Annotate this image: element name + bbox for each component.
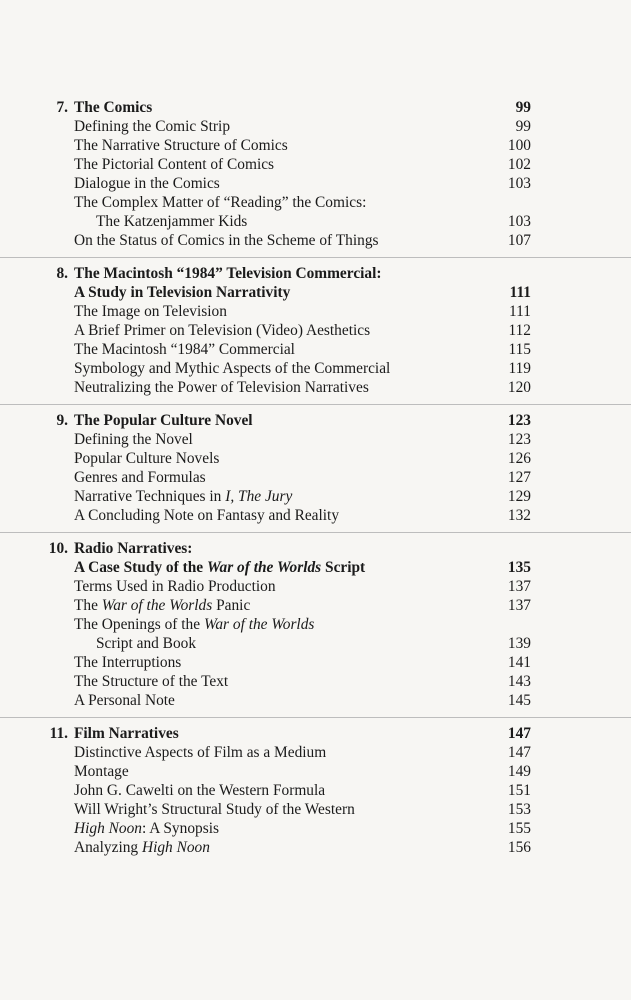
entry-title-text: Film Narratives [74,725,179,742]
entry-title [74,615,314,634]
page-number: 135 [507,559,531,576]
entry-title-text: Defining the Comic Strip [74,118,231,135]
chapter-title-line [0,264,631,283]
entry-title [74,672,228,691]
chapter-number: 8. [56,265,68,282]
entry-title [74,724,179,743]
entry-title-text: Popular Culture Novels [74,450,220,467]
page-number: 111 [509,284,531,301]
page-number: 127 [507,469,531,486]
entry-title-text: The Comics [74,99,153,116]
toc-entry [0,596,631,615]
entry-title [74,321,370,340]
page-number: 143 [507,673,531,690]
entry-title-italic: War of the Worlds [101,597,213,614]
entry-title-text: The Complex Matter of “Reading” the Comics: [74,194,367,211]
page-number: 132 [507,507,531,524]
entry-title-text: The Structure of the Text [74,673,229,690]
entry-title-text: A Brief Primer on Television (Video) Aesthetics [74,322,371,339]
entry-title-italic: High Noon [74,820,142,837]
entry-title [74,302,227,321]
toc-entry [0,449,631,468]
entry-title-text: A Personal Note [74,692,175,709]
page-number: 153 [507,801,531,818]
chapter-number: 11. [49,725,68,742]
toc-entry [0,136,631,155]
page-number: 129 [507,488,531,505]
toc-entry [0,800,631,819]
toc-chapter [0,717,631,857]
entry-title-text: A Concluding Note on Fantasy and Reality [74,507,340,524]
toc-entry [0,117,631,136]
entry-title-text: On the Status of Comics in the Scheme of Things [74,232,379,249]
entry-title [74,691,175,710]
entry-title-text: Montage [74,763,129,780]
page-number: 103 [507,213,531,230]
entry-title-text: Script and Book [96,635,197,652]
toc-entry [0,762,631,781]
toc-entry [0,487,631,506]
entry-title [74,781,325,800]
toc-entry [0,653,631,672]
toc-chapter [0,532,631,710]
entry-title-text: Dialogue in the Comics [74,175,220,192]
page-number: 103 [507,175,531,192]
entry-title [74,231,379,250]
entry-title [74,193,366,212]
toc-entry [0,155,631,174]
entry-title [74,155,274,174]
chapter-title-line [0,411,631,430]
page-number: 155 [507,820,531,837]
entry-title [74,743,326,762]
entry-title [74,283,290,302]
entry-title [96,634,196,653]
entry-title-text: The Katzenjammer Kids [96,213,248,230]
entry-title-text: The Openings of the [74,616,204,633]
chapter-title-line [0,724,631,743]
entry-title [74,487,292,506]
toc-chapter [0,257,631,397]
chapter-number: 10. [48,540,68,557]
page-number: 126 [507,450,531,467]
entry-title-text: The Narrative Structure of Comics [74,137,288,154]
page-number: 119 [508,360,531,377]
toc-entry [0,302,631,321]
entry-title-text: Script [321,559,366,576]
entry-title-text: The Interruptions [74,654,182,671]
page-number: 149 [507,763,531,780]
entry-title [74,411,253,430]
entry-title [74,378,369,397]
entry-title [74,800,355,819]
entry-title [74,653,181,672]
page-number: 123 [507,412,531,429]
toc-entry [0,781,631,800]
entry-title-text: Genres and Formulas [74,469,206,486]
entry-title [74,838,210,857]
entry-title-text: A Case Study of the [74,559,207,576]
page-number: 102 [507,156,531,173]
toc-entry [0,321,631,340]
entry-title-text: The Pictorial Content of Comics [74,156,275,173]
entry-title [74,98,152,117]
entry-title [74,762,129,781]
entry-title [74,819,219,838]
entry-title [74,506,339,525]
chapter-number: 7. [56,99,68,116]
page-number: 111 [509,303,531,320]
entry-title [74,359,390,378]
toc-entry [0,193,631,212]
toc-entry [0,819,631,838]
entry-title-text: Symbology and Mythic Aspects of the Commercial [74,360,391,377]
entry-title-italic: I, The Jury [225,488,293,505]
entry-title-text: Terms Used in Radio Production [74,578,276,595]
page-number: 137 [507,578,531,595]
page-number: 123 [507,431,531,448]
toc-entry [0,577,631,596]
entry-title-text: The [74,597,102,614]
page-number: 115 [508,341,531,358]
entry-title [74,136,288,155]
toc-chapter [0,404,631,525]
toc-entry [0,359,631,378]
toc-entry [0,468,631,487]
entry-title-text: Distinctive Aspects of Film as a Medium [74,744,327,761]
toc-entry [0,634,631,653]
entry-title [74,558,365,577]
entry-title-text: The Macintosh “1984” Commercial [74,341,295,358]
chapter-title-line [0,539,631,558]
page-number: 112 [508,322,531,339]
page-number: 99 [515,99,531,116]
entry-title [74,577,276,596]
entry-title-text: The Macintosh “1984” Television Commercial: [74,265,382,282]
entry-title [96,212,247,231]
page-number: 99 [515,118,531,135]
entry-title-text: Analyzing [74,839,142,856]
entry-title-text: The Image on Television [74,303,227,320]
toc-entry [0,283,631,302]
page-number: 141 [507,654,531,671]
page-number: 147 [507,725,531,742]
entry-title [74,430,193,449]
entry-title [74,117,230,136]
entry-title [74,264,382,283]
page-number: 120 [507,379,531,396]
entry-title-text: Defining the Novel [74,431,193,448]
page-number: 151 [507,782,531,799]
toc-entry [0,212,631,231]
entry-title [74,468,206,487]
entry-title [74,449,219,468]
toc-entry [0,615,631,634]
toc-entry [0,340,631,359]
entry-title-text: Will Wright’s Structural Study of the Western [74,801,355,818]
page-number: 145 [507,692,531,709]
entry-title-text: A Study in Television Narrativity [74,284,291,301]
toc-entry [0,430,631,449]
entry-title [74,596,250,615]
chapter-number: 9. [56,412,68,429]
entry-title-italic: War of the Worlds [206,559,322,576]
toc-entry [0,672,631,691]
page-number: 156 [507,839,531,856]
chapter-title-line [0,98,631,117]
entry-title-text: Panic [212,597,251,614]
entry-title-text: : A Synopsis [141,820,219,837]
entry-title-text: The Popular Culture Novel [74,412,253,429]
toc-chapter [0,98,631,250]
entry-title [74,340,295,359]
toc-entry [0,743,631,762]
entry-title [74,539,192,558]
entry-title-text: Narrative Techniques in [74,488,226,505]
entry-title-text: John G. Cawelti on the Western Formula [74,782,326,799]
page-number: 147 [507,744,531,761]
toc-entry [0,506,631,525]
toc-entry [0,558,631,577]
entry-title-italic: War of the Worlds [203,616,315,633]
entry-title [74,174,220,193]
entry-title-italic: High Noon [141,839,210,856]
entry-title-text: Radio Narratives: [74,540,193,557]
toc-entry [0,838,631,857]
toc-entry [0,174,631,193]
table-of-contents [0,98,631,857]
page-number: 139 [507,635,531,652]
entry-title-text: Neutralizing the Power of Television Narratives [74,379,369,396]
toc-entry [0,378,631,397]
page-number: 137 [507,597,531,614]
toc-entry [0,231,631,250]
toc-entry [0,691,631,710]
page-number: 100 [507,137,531,154]
page-number: 107 [507,232,531,249]
